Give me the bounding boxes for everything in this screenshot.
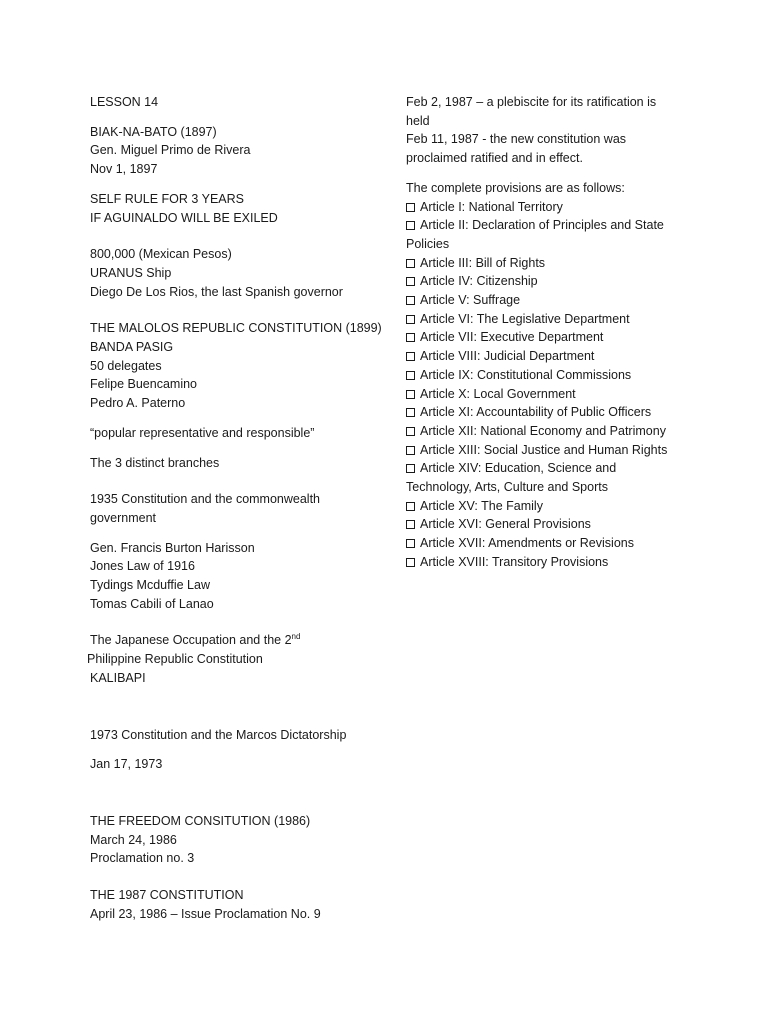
- article-label: Article IV: Citizenship: [420, 274, 538, 289]
- article-item: [406, 272, 681, 291]
- article-item: [406, 497, 681, 516]
- checkbox-icon: [406, 315, 415, 324]
- terms-line-1: SELF RULE FOR 3 YEARS: [90, 191, 244, 206]
- provisions-intro: The complete provisions are as follows:: [406, 180, 625, 195]
- article-label: Article XVII: Amendments or Revisions: [420, 536, 634, 551]
- checkbox-icon: [406, 558, 415, 567]
- article-item: [406, 216, 676, 253]
- checkbox-icon: [406, 296, 415, 305]
- checkbox-icon: [406, 464, 415, 473]
- article-item: [406, 515, 681, 534]
- quote-text: “popular representative and responsible”: [90, 425, 315, 440]
- article-item: [406, 553, 681, 572]
- article-label: Article III: Bill of Rights: [420, 255, 546, 270]
- c1987-title: THE 1987 CONSTITUTION: [90, 888, 244, 903]
- c1935-title: 1935 Constitution and the commonwealth government: [90, 492, 321, 525]
- articles-list: [406, 198, 681, 572]
- checkbox-icon: [406, 408, 415, 417]
- article-label: Article X: Local Government: [420, 386, 576, 401]
- checkbox-icon: [406, 333, 415, 342]
- article-label: Article XVI: General Provisions: [420, 517, 591, 532]
- left-column: [87, 93, 382, 924]
- c1973-title: 1973 Constitution and the Marcos Dictatorship: [90, 727, 347, 742]
- article-item: [406, 328, 681, 347]
- japanese-title-line-1: The Japanese Occupation and the 2nd: [90, 632, 301, 648]
- lesson-heading: LESSON 14: [90, 95, 159, 109]
- article-item: [406, 403, 681, 422]
- article-label: Article XI: Accountability of Public Officers: [420, 405, 652, 420]
- c1935-person: Gen. Francis Burton Harisson: [90, 540, 255, 555]
- c1935-tydings-law: Tydings Mcduffie Law: [90, 578, 210, 593]
- article-item: [406, 385, 681, 404]
- article-label: Article VI: The Legislative Department: [420, 311, 630, 326]
- article-item: [406, 291, 681, 310]
- payment-governor: Diego De Los Rios, the last Spanish governor: [90, 284, 343, 299]
- checkbox-icon: [406, 427, 415, 436]
- checkbox-icon: [406, 352, 415, 361]
- right-column: [406, 93, 681, 572]
- c1935-cabili: Tomas Cabili of Lanao: [90, 596, 214, 611]
- article-item: [406, 534, 681, 553]
- malolos-title: THE MALOLOS REPUBLIC CONSTITUTION (1899): [90, 321, 382, 336]
- checkbox-icon: [406, 390, 415, 399]
- payment-amount: 800,000 (Mexican Pesos): [90, 247, 232, 262]
- article-label: Article VIII: Judicial Department: [420, 349, 595, 364]
- freedom-date: March 24, 1986: [90, 832, 177, 847]
- article-label: Article V: Suffrage: [420, 293, 521, 308]
- malolos-person-1: Felipe Buencamino: [90, 377, 198, 392]
- checkbox-icon: [406, 520, 415, 529]
- c1973-date: Jan 17, 1973: [90, 757, 163, 772]
- malolos-delegates: 50 delegates: [90, 358, 162, 373]
- malolos-person-2: Pedro A. Paterno: [90, 396, 186, 411]
- article-label: Article I: National Territory: [420, 199, 563, 214]
- article-item: [406, 310, 681, 329]
- biak-title: BIAK-NA-BATO (1897): [90, 124, 217, 139]
- payment-ship: URANUS Ship: [90, 265, 172, 280]
- japanese-title-line-2: Philippine Republic Constitution: [87, 652, 263, 667]
- article-label: Article XIII: Social Justice and Human Rights: [420, 442, 668, 457]
- article-item: [406, 422, 681, 441]
- c1935-jones-law: Jones Law of 1916: [90, 559, 195, 574]
- checkbox-icon: [406, 277, 415, 286]
- article-label: Article II: Declaration of Principles and State Policies: [406, 218, 664, 251]
- article-label: Article VII: Executive Department: [420, 330, 604, 345]
- freedom-title: THE FREEDOM CONSITUTION (1986): [90, 813, 311, 828]
- article-item: [406, 254, 681, 273]
- article-item: [406, 459, 636, 496]
- plebiscite-text: Feb 2, 1987 – a plebiscite for its ratification is held: [406, 95, 657, 128]
- article-item: [406, 347, 681, 366]
- terms-line-2: IF AGUINALDO WILL BE EXILED: [90, 210, 278, 225]
- biak-person: Gen. Miguel Primo de Rivera: [90, 143, 251, 158]
- article-label: Article IX: Constitutional Commissions: [420, 367, 632, 382]
- checkbox-icon: [406, 539, 415, 548]
- article-label: Article XVIII: Transitory Provisions: [420, 554, 609, 569]
- japanese-kalibapi: KALIBAPI: [90, 670, 146, 685]
- checkbox-icon: [406, 221, 415, 230]
- checkbox-icon: [406, 203, 415, 212]
- branches-text: The 3 distinct branches: [90, 455, 220, 470]
- ratified-text: Feb 11, 1987 - the new constitution was proclaimed ratified and in effect.: [406, 132, 627, 166]
- freedom-proclamation: Proclamation no. 3: [90, 851, 195, 866]
- article-label: Article XIV: Education, Science and Technology, Arts, Culture and Sports: [406, 461, 617, 495]
- biak-date: Nov 1, 1897: [90, 162, 158, 177]
- article-label: Article XV: The Family: [420, 498, 543, 513]
- article-item: [406, 366, 681, 385]
- article-item: [406, 441, 681, 460]
- checkbox-icon: [406, 371, 415, 380]
- article-label: Article XII: National Economy and Patrimony: [420, 423, 666, 438]
- checkbox-icon: [406, 259, 415, 268]
- article-item: [406, 198, 681, 217]
- checkbox-icon: [406, 446, 415, 455]
- malolos-place: BANDA PASIG: [90, 340, 174, 355]
- c1987-issue: April 23, 1986 – Issue Proclamation No. 9: [90, 906, 321, 921]
- checkbox-icon: [406, 502, 415, 511]
